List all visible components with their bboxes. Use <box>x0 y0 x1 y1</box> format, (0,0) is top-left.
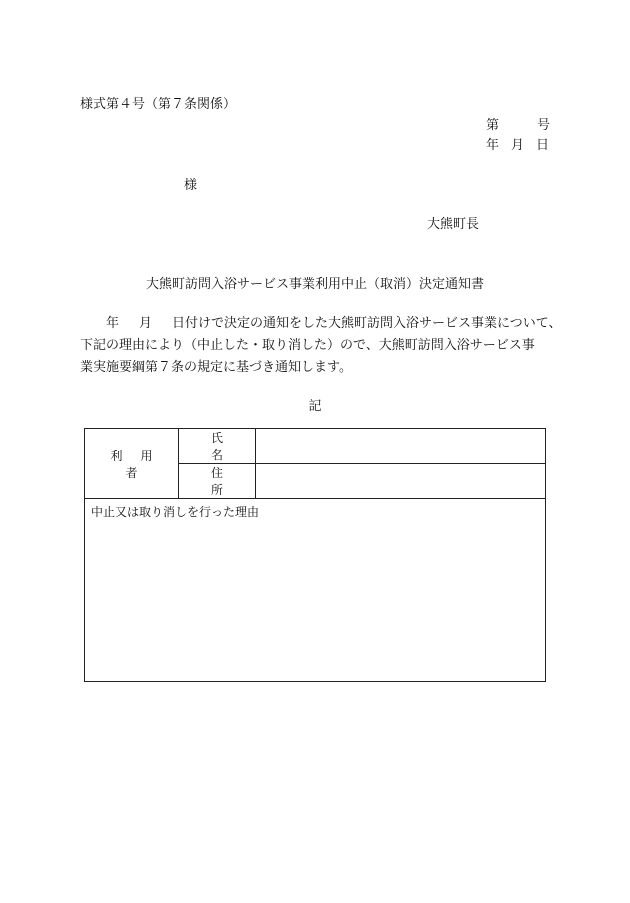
document-title: 大熊町訪問入浴サービス事業利用中止（取消）決定通知書 <box>145 277 484 292</box>
ki-heading: 記 <box>308 399 322 414</box>
address-field[interactable] <box>256 464 546 499</box>
body-text <box>80 313 562 379</box>
addressee: 様 <box>184 178 198 193</box>
number-prefix: 第 <box>486 118 500 133</box>
name-label: 氏名 <box>179 429 256 464</box>
document-number <box>486 118 550 134</box>
body-year: 年 <box>106 316 120 331</box>
body-line-1-text: 日付けで決定の通知をした大熊町訪問入浴サービス事業について、 <box>172 316 562 331</box>
body-month: 月 <box>139 316 153 331</box>
date-year: 年 <box>486 138 500 153</box>
reason-field[interactable] <box>85 499 546 682</box>
body-line-3: 業実施要綱第７条の規定に基づき通知します。 <box>80 360 352 375</box>
number-suffix: 号 <box>537 118 551 133</box>
document-date <box>486 138 549 154</box>
reason-label: 中止又は取り消しを行った理由 <box>91 505 260 519</box>
body-line-1 <box>80 313 562 335</box>
form-number: 様式第４号（第７条関係） <box>80 97 237 112</box>
date-month: 月 <box>511 138 525 153</box>
table-row-name <box>85 429 546 464</box>
issuer: 大熊町長 <box>427 217 480 232</box>
body-line-2: 下記の理由により（中止した・取り消した）ので、大熊町訪問入浴サービス事 <box>80 338 535 353</box>
address-label: 住所 <box>179 464 256 499</box>
table-row-reason <box>85 499 546 682</box>
name-field[interactable] <box>256 429 546 464</box>
date-day: 日 <box>536 138 550 153</box>
user-label: 利用者 <box>85 429 179 499</box>
details-table <box>84 428 546 682</box>
